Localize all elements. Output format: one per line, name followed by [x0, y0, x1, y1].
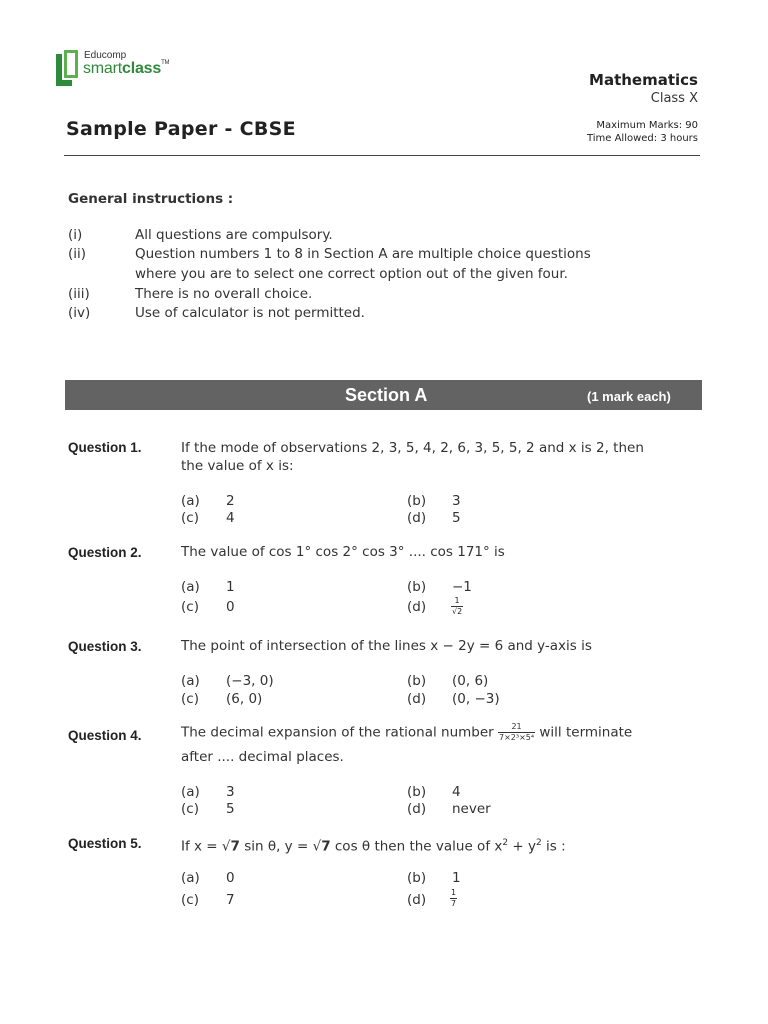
header-divider — [64, 155, 700, 156]
question-label: Question 1. — [68, 440, 142, 455]
option-value: 5 — [452, 510, 461, 526]
question-text-part: is : — [541, 838, 566, 855]
question-text-part: 7 — [230, 838, 240, 855]
instruction-text: Use of calculator is not permitted. — [135, 305, 365, 321]
instruction-text: where you are to select one correct option out of the given four. — [135, 266, 568, 282]
question-fraction — [498, 722, 535, 743]
question-text: after .... decimal places. — [181, 749, 344, 765]
section-marks-note: (1 mark each) — [587, 389, 671, 404]
option-value: never — [452, 801, 491, 817]
instruction-number: (iii) — [68, 286, 90, 302]
section-title: Section A — [345, 385, 428, 405]
instruction-text: Question numbers 1 to 8 in Section A are multiple choice questions — [135, 246, 591, 262]
option-key: (c) — [181, 599, 199, 615]
trademark: TM — [161, 60, 170, 66]
question-label: Question 5. — [68, 836, 142, 851]
max-marks: Maximum Marks: 90 — [596, 120, 698, 131]
option-value: 3 — [452, 493, 461, 509]
question-text-part: sin θ, y = √ — [239, 838, 322, 855]
option-key: (d) — [407, 599, 427, 615]
brand-name — [83, 60, 169, 78]
question-text: If the mode of observations 2, 3, 5, 4, 2, 6, 3, 5, 5, 2 and x is 2, then — [181, 440, 644, 456]
question-label: Question 3. — [68, 639, 142, 654]
fraction-numerator: 1 — [451, 596, 463, 607]
option-value: (0, 6) — [452, 673, 489, 689]
option-key: (b) — [407, 870, 427, 886]
question-text: The point of intersection of the lines x − 2y = 6 and y-axis is — [181, 638, 592, 654]
option-fraction — [451, 596, 463, 617]
question-text-part: If x = √ — [181, 838, 231, 855]
option-key: (d) — [407, 510, 427, 526]
fraction-denominator: √2 — [452, 607, 463, 616]
option-value: 4 — [452, 784, 461, 800]
question-text — [181, 722, 632, 743]
instructions-heading: General instructions : — [68, 191, 234, 207]
time-allowed: Time Allowed: 3 hours — [586, 133, 698, 144]
option-key: (c) — [181, 801, 199, 817]
brand-class: class — [122, 60, 162, 77]
option-value: 2 — [226, 493, 235, 509]
option-value: 3 — [226, 784, 235, 800]
option-key: (a) — [181, 493, 200, 509]
option-value: 0 — [226, 870, 235, 886]
page-title: Sample Paper - CBSE — [66, 118, 296, 140]
option-key: (b) — [407, 673, 427, 689]
option-key: (a) — [181, 579, 200, 595]
question-text-part: + y — [508, 838, 536, 855]
question-text: the value of x is: — [181, 458, 294, 474]
option-value: 7 — [226, 892, 235, 908]
question-text-part: 7 — [321, 838, 331, 855]
question-text-part: will terminate — [539, 724, 633, 741]
option-value: (−3, 0) — [226, 673, 274, 689]
option-value: −1 — [452, 579, 472, 595]
option-value: 4 — [226, 510, 235, 526]
instruction-text: There is no overall choice. — [135, 286, 313, 302]
option-key: (a) — [181, 673, 200, 689]
subject-title: Mathematics — [589, 71, 698, 89]
question-text-part: cos θ then the value of x — [330, 838, 503, 855]
option-key: (b) — [407, 784, 427, 800]
option-key: (a) — [181, 784, 200, 800]
option-value: (0, −3) — [452, 691, 500, 707]
option-key: (d) — [407, 801, 427, 817]
option-key: (a) — [181, 870, 200, 886]
option-key: (b) — [407, 493, 427, 509]
class-label: Class X — [650, 91, 698, 106]
fraction-denominator: 7 — [451, 899, 457, 908]
question-text — [181, 834, 566, 857]
fraction-numerator: 1 — [451, 888, 457, 897]
instruction-number: (iv) — [68, 305, 91, 321]
brand-smart: smart — [83, 60, 123, 77]
instruction-text: All questions are compulsory. — [135, 227, 333, 243]
superscript: 2 — [535, 838, 542, 848]
option-key: (d) — [407, 691, 427, 707]
instruction-number: (i) — [68, 227, 83, 243]
option-value: 0 — [226, 599, 235, 615]
option-key: (d) — [407, 892, 427, 908]
option-value: 1 — [226, 579, 235, 595]
brand-small-text: Educomp — [84, 50, 127, 61]
question-label: Question 4. — [68, 728, 142, 743]
option-key: (c) — [181, 510, 199, 526]
logo-icon — [56, 50, 78, 86]
fraction-numerator: 21 — [498, 722, 535, 733]
option-fraction — [450, 888, 457, 909]
option-value: (6, 0) — [226, 691, 263, 707]
question-text: The value of cos 1° cos 2° cos 3° .... cos 171° is — [181, 544, 505, 560]
question-label: Question 2. — [68, 545, 142, 560]
instruction-number: (ii) — [68, 246, 87, 262]
option-key: (c) — [181, 892, 199, 908]
question-text-part: The decimal expansion of the rational number — [181, 724, 494, 741]
option-value: 1 — [452, 870, 461, 886]
option-value: 5 — [226, 801, 235, 817]
option-key: (c) — [181, 691, 199, 707]
option-key: (b) — [407, 579, 427, 595]
superscript: 2 — [502, 838, 509, 848]
fraction-denominator: 7×2³×5⁴ — [499, 733, 535, 742]
